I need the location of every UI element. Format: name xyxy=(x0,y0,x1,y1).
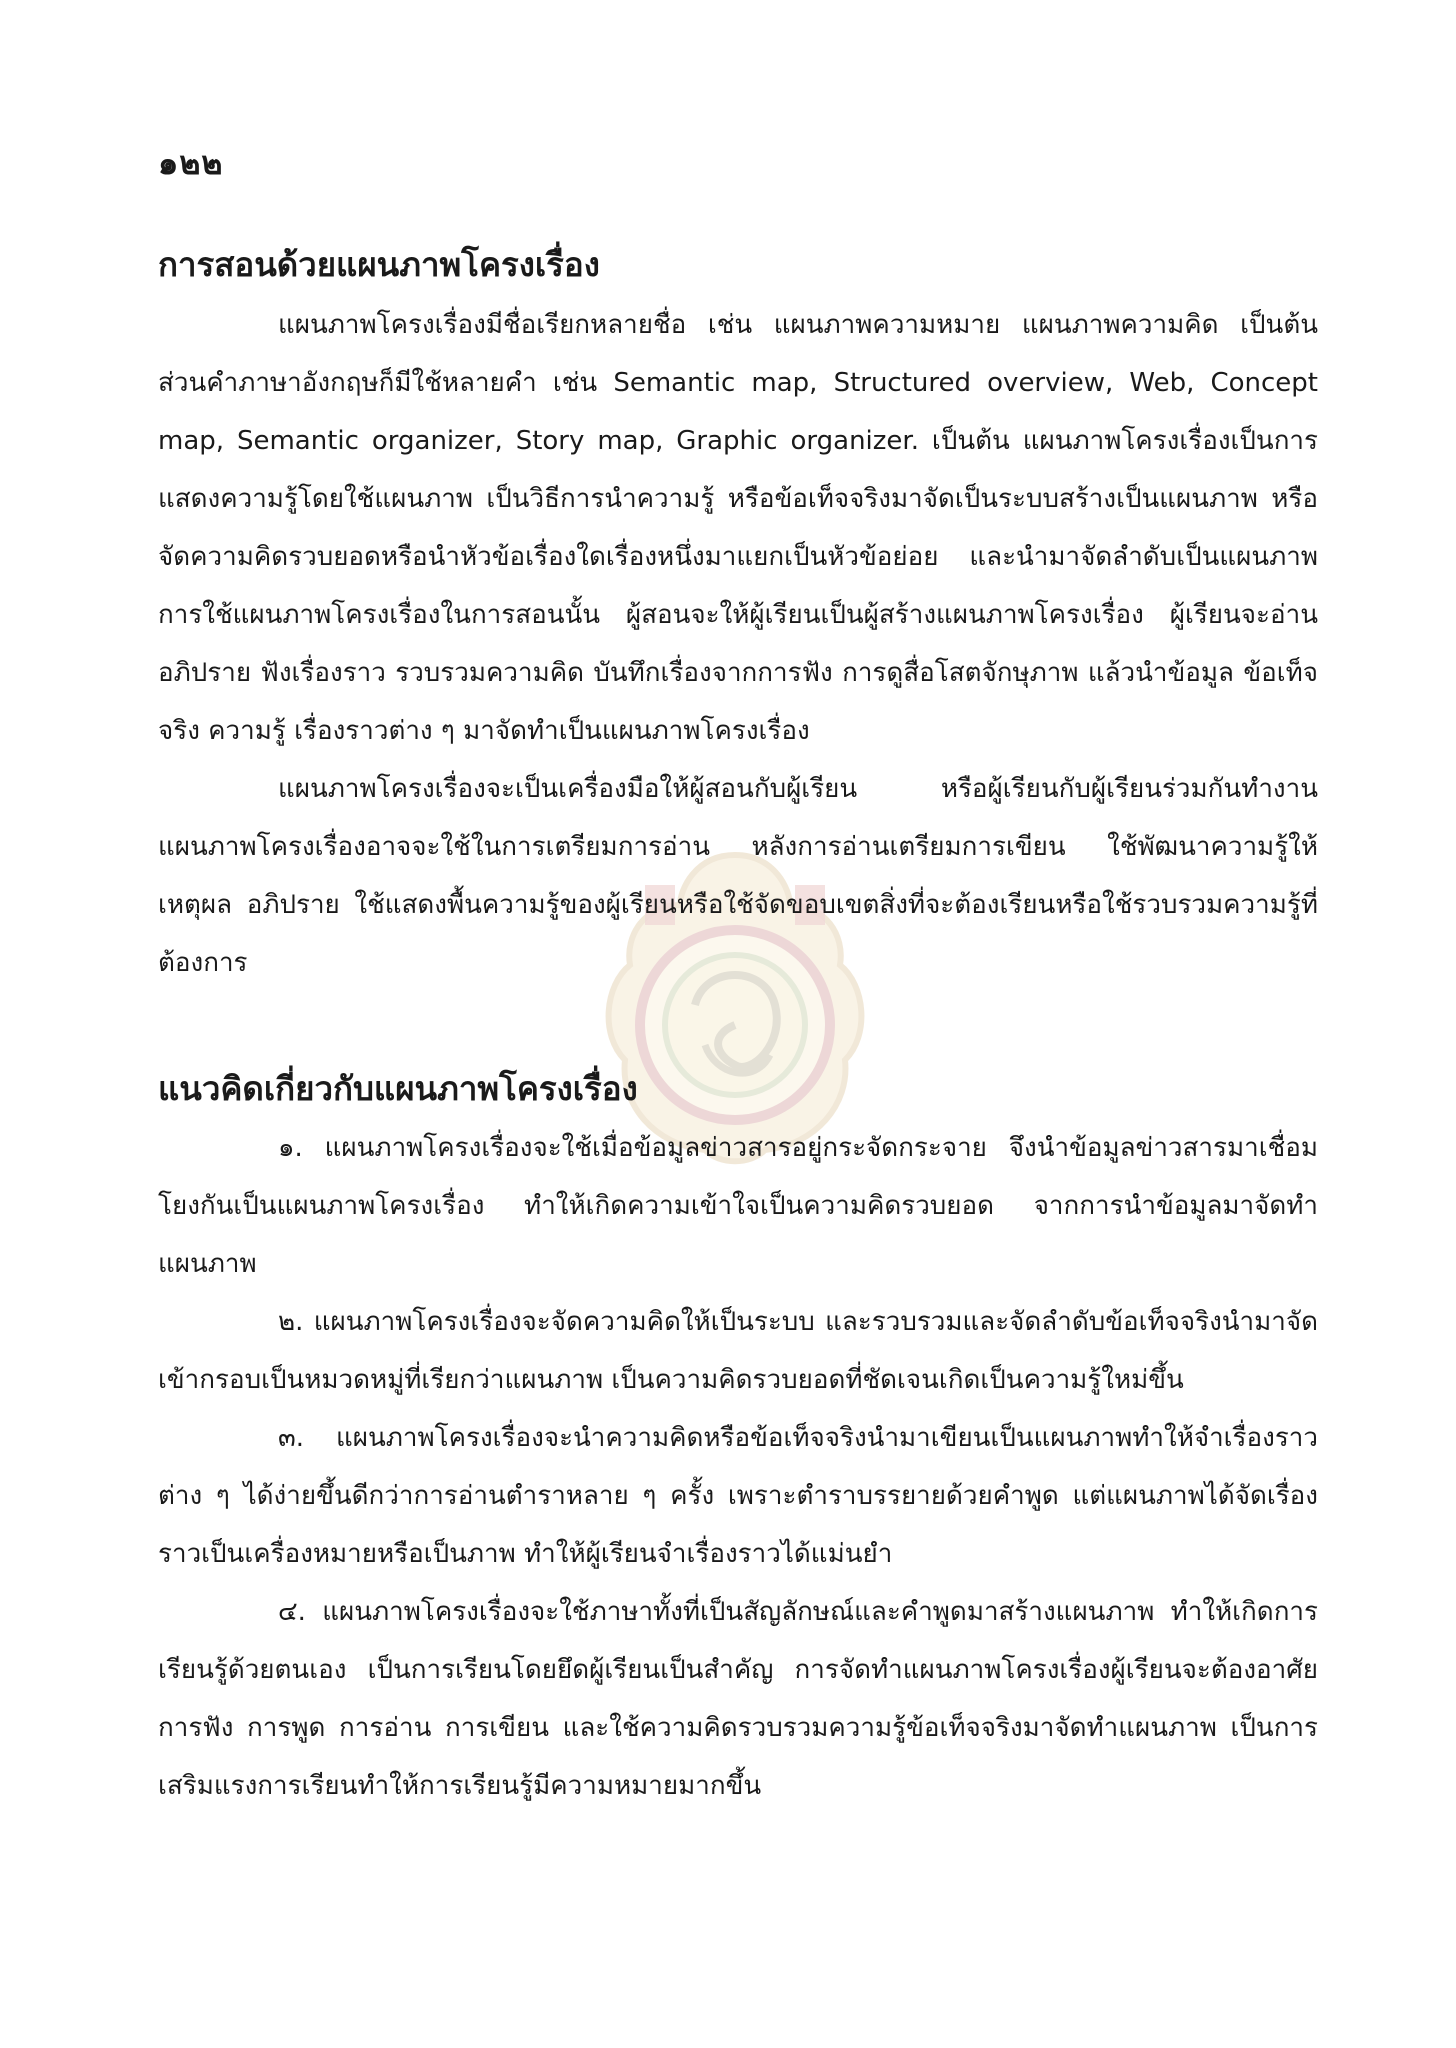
page-number: ๑๒๒ xyxy=(158,144,224,182)
paragraph: แผนภาพโครงเรื่องมีชื่อเรียกหลายชื่อ เช่น แผนภาพความหมาย แผนภาพความคิด เป็นต้น ส่วนคำภาษาอังกฤษก็มีใช้หลายคำ เช่น Semantic map, Structured overview, Web, Concept map, Semantic organizer, Story map, Graphic organizer. เป็นต้น แผนภาพโครงเรื่องเป็นการแสดงความรู้โดยใช้แผนภาพ เป็นวิธีการนำความรู้ หรือข้อเท็จจริงมาจัดเป็นระบบสร้างเป็นแผนภาพ หรือจัดความคิดรวบยอดหรือนำหัวข้อเรื่องใดเรื่องหนึ่งมาแยกเป็นหัวข้อย่อย และนำมาจัดลำดับเป็นแผนภาพ การใช้แผนภาพโครงเรื่องในการสอนนั้น ผู้สอนจะให้ผู้เรียนเป็นผู้สร้างแผนภาพโครงเรื่อง ผู้เรียนจะอ่านอภิปราย ฟังเรื่องราว รวบรวมความคิด บันทึกเรื่องจากการฟัง การดูสื่อโสตจักษุภาพ แล้วนำข้อมูล ข้อเท็จจริง ความรู้ เรื่องราวต่าง ๆ มาจัดทำเป็นแผนภาพโครงเรื่อง xyxy=(158,309,1318,746)
list-item: ๒. แผนภาพโครงเรื่องจะจัดความคิดให้เป็นระบบ และรวบรวมและจัดลำดับข้อเท็จจริงนำมาจัดเข้ากรอบเป็นหมวดหมู่ที่เรียกว่าแผนภาพ เป็นความคิดรวบยอดที่ชัดเจนเกิดเป็นความรู้ใหม่ขึ้น xyxy=(158,1307,1318,1395)
list-item: ๑. แผนภาพโครงเรื่องจะใช้เมื่อข้อมูลข่าวสารอยู่กระจัดกระจาย จึงนำข้อมูลข่าวสารมาเชื่อมโยงกันเป็นแผนภาพโครงเรื่อง ทำให้เกิดความเข้าใจเป็นความคิดรวบยอด จากการนำข้อมูลมาจัดทำแผนภาพ xyxy=(158,1133,1318,1279)
paragraph: แผนภาพโครงเรื่องจะเป็นเครื่องมือให้ผู้สอนกับผู้เรียน หรือผู้เรียนกับผู้เรียนร่วมกันทำงาน แผนภาพโครงเรื่องอาจจะใช้ในการเตรียมการอ่าน หลังการอ่านเตรียมการเขียน ใช้พัฒนาความรู้ให้เหตุผล อภิปราย ใช้แสดงพื้นความรู้ของผู้เรียนหรือใช้จัดขอบเขตสิ่งที่จะต้องเรียนหรือใช้รวบรวมความรู้ที่ต้องการ xyxy=(158,773,1318,978)
section-heading: แนวคิดเกี่ยวกับแผนภาพโครงเรื่อง xyxy=(158,1068,638,1108)
list-item: ๓. แผนภาพโครงเรื่องจะนำความคิดหรือข้อเท็จจริงนำมาเขียนเป็นแผนภาพทำให้จำเรื่องราวต่าง ๆ ได้ง่ายขึ้นดีกว่าการอ่านตำราหลาย ๆ ครั้ง เพราะตำราบรรยายด้วยคำพูด แต่แผนภาพได้จัดเรื่องราวเป็นเครื่องหมายหรือเป็นภาพ ทำให้ผู้เรียนจำเรื่องราวได้แม่นยำ xyxy=(158,1423,1318,1569)
document-body xyxy=(158,240,1318,1815)
list-item: ๔. แผนภาพโครงเรื่องจะใช้ภาษาทั้งที่เป็นสัญลักษณ์และคำพูดมาสร้างแผนภาพ ทำให้เกิดการเรียนรู้ด้วยตนเอง เป็นการเรียนโดยยึดผู้เรียนเป็นสำคัญ การจัดทำแผนภาพโครงเรื่องผู้เรียนจะต้องอาศัยการฟัง การพูด การอ่าน การเขียน และใช้ความคิดรวบรวมความรู้ข้อเท็จจริงมาจัดทำแผนภาพ เป็นการเสริมแรงการเรียนทำให้การเรียนรู้มีความหมายมากขึ้น xyxy=(158,1597,1318,1801)
section-heading: การสอนด้วยแผนภาพโครงเรื่อง xyxy=(158,245,600,284)
